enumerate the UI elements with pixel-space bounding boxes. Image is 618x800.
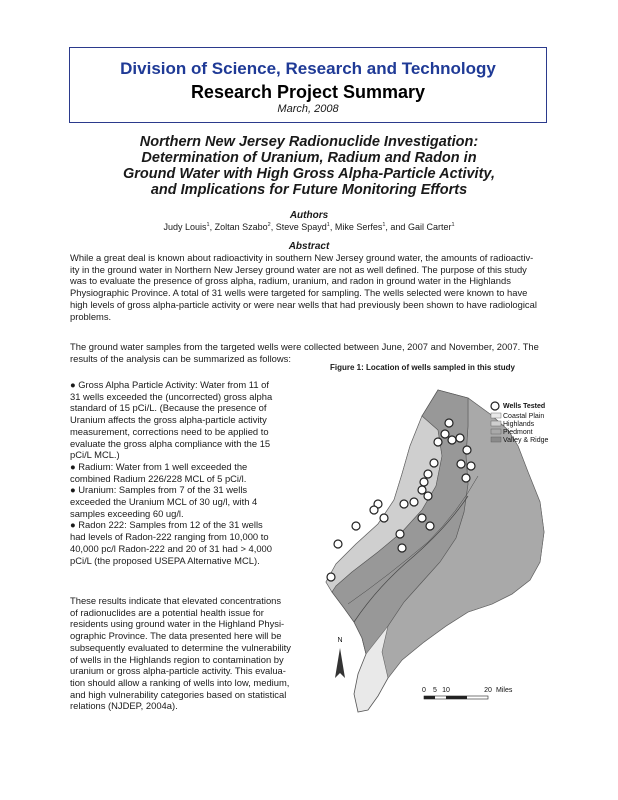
text-line: of radionuclides are a potential health issue for <box>70 606 264 618</box>
legend-swatch-valley-ridge <box>491 437 501 442</box>
legend-label: Wells Tested <box>503 403 546 410</box>
bullet-line: evaluate the gross alpha compliance with the 15 <box>70 437 271 449</box>
legend-label: Piedmont <box>503 429 533 436</box>
abstract-heading: Abstract <box>288 241 330 252</box>
author-name: Zoltan Szabo <box>214 222 268 232</box>
header-box <box>69 47 547 123</box>
scale-label: Miles <box>496 687 513 694</box>
bullet-line: ● Gross Alpha Particle Activity: Water from 11 of <box>70 379 269 390</box>
scale-bar-segment <box>446 696 467 699</box>
legend-swatch-piedmont <box>491 429 501 434</box>
well-marker <box>457 460 465 468</box>
author-affiliation: 1 <box>382 222 386 228</box>
well-marker <box>380 514 388 522</box>
legend-well-symbol <box>491 402 499 410</box>
text-line: The ground water samples from the targeted wells were collected between June, 2007 and November, 2007. The <box>70 341 539 352</box>
legend-swatch-coastal-plain <box>491 413 501 418</box>
well-marker <box>424 492 432 500</box>
scale-bar <box>422 687 513 699</box>
bullet-line: Uranium affects the gross alpha-particle activity <box>70 414 267 426</box>
title-line: and Implications for Future Monitoring Efforts <box>150 182 468 198</box>
text-line: residents using ground water in the Highland Physi- <box>70 618 285 630</box>
legend-label: Valley & Ridge <box>503 437 549 444</box>
summary-title: Research Project Summary <box>190 82 426 102</box>
bullet-line: had levels of Radon-222 ranging from 10,000 to <box>70 531 269 543</box>
bullet-line: samples exceeding 60 ug/l. <box>70 507 184 519</box>
well-marker <box>445 419 453 427</box>
title-line: Determination of Uranium, Radium and Radon in <box>141 150 477 166</box>
text-line: relations (NJDEP, 2004a). <box>70 700 178 712</box>
well-marker <box>398 544 406 552</box>
scale-label: 20 <box>484 687 492 694</box>
well-marker <box>352 522 360 530</box>
author-name: and Gail Carter <box>390 222 452 232</box>
well-marker <box>396 530 404 538</box>
page-footer <box>0 778 618 800</box>
author-affiliation: 1 <box>451 222 455 228</box>
well-marker <box>456 434 464 442</box>
well-marker <box>370 506 378 514</box>
legend-label: Highlands <box>503 421 535 428</box>
north-arrow <box>335 637 345 678</box>
bullet-line: pCi/L (the proposed USEPA Alternative MCL). <box>70 554 260 566</box>
results-paragraph <box>70 341 539 364</box>
legend-swatch-highlands <box>491 421 501 426</box>
text-line: While a great deal is known about radioactivity in southern New Jersey ground water, the amounts of radioactiv- <box>70 252 534 263</box>
title-line: Ground Water with High Gross Alpha-Particle Activity, <box>123 166 495 182</box>
scale-label: 10 <box>442 687 450 694</box>
author-name: Judy Louis <box>163 222 207 232</box>
results-bullet-list <box>70 379 272 566</box>
bullet-line: ● Radon 222: Samples from 12 of the 31 wells <box>70 519 263 531</box>
division-name: Division of Science, Research and Technology <box>120 59 496 78</box>
report-date: March, 2008 <box>277 103 339 115</box>
well-marker <box>327 573 335 581</box>
bullet-line: ● Uranium: Samples from 7 of the 31 wells <box>70 484 248 496</box>
well-marker <box>420 478 428 486</box>
text-line: problems. <box>70 310 112 322</box>
well-marker <box>424 470 432 478</box>
authors-heading: Authors <box>289 210 329 221</box>
well-marker <box>434 438 442 446</box>
well-marker <box>441 430 449 438</box>
text-line: results of the analysis can be summarized as follows: <box>70 352 291 364</box>
bullet-line: ● Radium: Water from 1 well exceeded the <box>70 460 248 472</box>
scale-bar-segment <box>424 696 435 699</box>
well-location-map <box>318 386 563 716</box>
well-marker <box>462 474 470 482</box>
authors-list: Judy Louis$^1$, Zoltan Szabo$^2$, Steve Spayd$^1$, Mike Serfes$^1$, and Gail Carter$^1$ <box>163 222 455 232</box>
text-line: tion should allow a ranking of wells into low, medium, <box>70 676 290 688</box>
report-title <box>80 134 538 198</box>
author-name: Mike Serfes <box>334 222 383 232</box>
text-line: Physiographic Province. A total of 31 wells were targeted for sampling. The wells selected were known to have <box>70 287 528 299</box>
text-line: subsequently evaluated to determine the vulnerability <box>70 641 291 653</box>
author-affiliation: 2 <box>267 222 271 228</box>
text-line: of wells in the Highlands region to contamination by <box>70 653 284 665</box>
author-name: Steve Spayd <box>275 222 327 232</box>
well-marker <box>463 446 471 454</box>
bullet-line: measurement, corrections need to be applied to <box>70 425 269 437</box>
author-affiliation: 1 <box>326 222 330 228</box>
bullet-line: 31 wells exceeded the (uncorrected) gross alpha <box>70 390 273 402</box>
title-line: Northern New Jersey Radionuclide Investigation: <box>139 134 479 150</box>
scale-label: 5 <box>433 687 437 694</box>
north-arrow-icon <box>335 648 345 678</box>
text-line: was to evaluate the presence of gross alpha, radium, uranium, and radon in ground water in the Highlands <box>70 275 511 287</box>
bullet-line: combined Radium 226/228 MCL of 5 pCi/l. <box>70 472 247 484</box>
well-marker <box>410 498 418 506</box>
map-legend <box>491 402 549 444</box>
conclusion-paragraph <box>70 595 291 712</box>
bullet-line: standard of 15 pCi/L. (Because the presence of <box>70 402 267 414</box>
abstract-paragraph <box>70 252 537 322</box>
well-marker <box>467 462 475 470</box>
well-marker <box>448 436 456 444</box>
well-marker <box>430 459 438 467</box>
well-marker <box>426 522 434 530</box>
scale-label: 0 <box>422 687 426 694</box>
well-marker <box>418 514 426 522</box>
legend-label: Coastal Plain <box>503 413 545 420</box>
text-line: ographic Province. The data presented here will be <box>70 630 282 642</box>
text-line: high levels of gross alpha-particle activity or were near wells that had previously been shown to have radiological <box>70 298 537 310</box>
text-line: ity in the ground water in Northern New Jersey ground water are not as well defined. The purpose of this study <box>70 263 527 275</box>
text-line: uranium or gross alpha-particle activity. This evalua- <box>70 665 286 677</box>
author-affiliation: 1 <box>206 222 210 228</box>
well-marker <box>400 500 408 508</box>
text-line: and high vulnerability categories based on statistical <box>70 688 287 700</box>
bullet-line: pCi/L MCL.) <box>70 449 120 461</box>
north-label: N <box>337 637 343 644</box>
bullet-line: exceeded the Uranium MCL of 30 ug/l, with 4 <box>70 496 258 508</box>
figure-caption: Figure 1: Location of wells sampled in this study <box>330 363 515 372</box>
well-marker <box>334 540 342 548</box>
text-line: These results indicate that elevated concentrations <box>70 595 282 606</box>
bullet-line: 40,000 pc/l Radon-222 and 20 of 31 had > 4,000 <box>70 542 272 554</box>
